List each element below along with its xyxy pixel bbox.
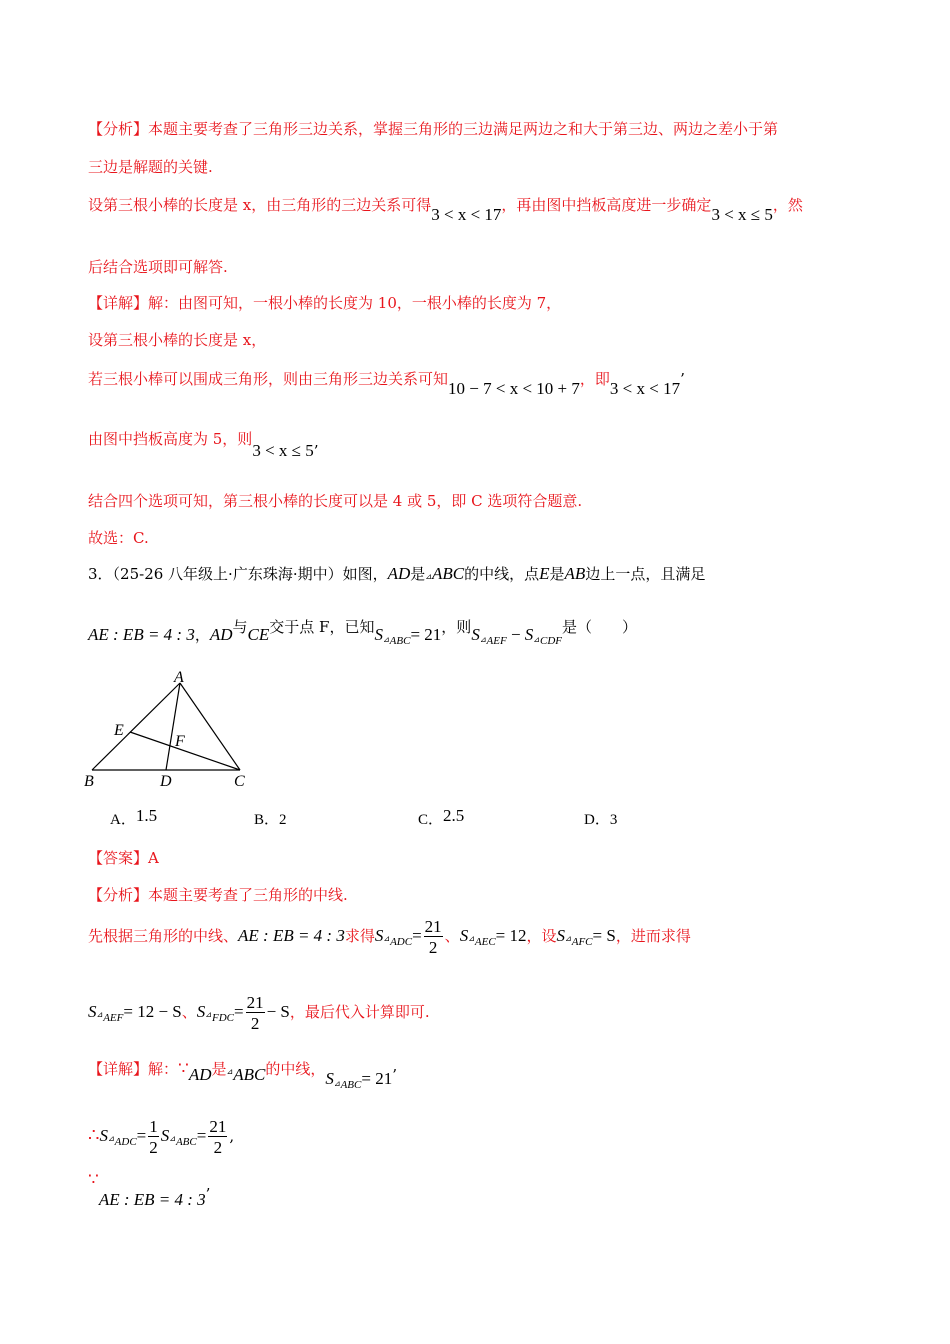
label-b: B — [84, 773, 94, 790]
option-b[interactable]: B．2 — [254, 812, 287, 828]
label-c: C — [234, 773, 245, 790]
segment-ac — [180, 683, 240, 770]
analysis-2-line-1: 【分析】本题主要考查了三角形的中线. — [88, 886, 348, 904]
fraction-1-2: $\frac{1}{2}$ — [149, 1117, 158, 1157]
inequality-3: 10 − 7 < x < 10 + 7 — [448, 379, 580, 398]
segment-ab — [92, 683, 180, 770]
analysis-line-4: 后结合选项即可解答. — [88, 258, 228, 276]
analysis-line-3: 设第三根小棒的长度是 x，由三角形的三边关系可得3 < x < 17，再由图中挡板高度进一步确定3 < x ≤ 5，然 — [88, 196, 803, 224]
label-a: A — [174, 669, 184, 686]
answer-line: 【答案】A — [88, 849, 159, 867]
inequality-2: 3 < x ≤ 5 — [711, 205, 773, 224]
detail-line-3: 若三根小棒可以围成三角形，则由三角形三边关系可知10 − 7 < x < 10 + 7，即3 < x < 17’ — [88, 370, 685, 398]
inequality-1: 3 < x < 17 — [431, 205, 502, 224]
triangle-symbol: ⊿ — [425, 572, 432, 581]
option-a[interactable]: A．1.5 — [110, 806, 158, 828]
question-3-line-1: 3．（25-26 八年级上·广东珠海·期中）如图，AD是⊿ABC的中线，点E是AB边上一点，且满足 — [88, 564, 706, 583]
segment-ad — [166, 683, 180, 770]
analysis-line-2: 三边是解题的关键. — [88, 158, 213, 176]
because-symbol: ∵ — [178, 1059, 189, 1079]
fraction-21-2: $\frac{21}{2}$ — [424, 917, 442, 957]
detail-line-1: 【详解】解：由图可知，一根小棒的长度为 10，一根小棒的长度为 7， — [88, 294, 562, 312]
segment-ce — [130, 732, 240, 770]
analysis-2-line-3: $S⊿_{AEF}= 12 - S$、$S⊿_{FDC}=$ $\frac{21}{2}$ − S，最后代入计算即可. — [88, 993, 430, 1033]
detail-2-line-1: 【详解】解：∵AD是⊿ABC的中线，$S_{⊿ABC}= 21$’ — [88, 1059, 397, 1091]
triangle-figure — [80, 668, 260, 793]
analysis-line-1: 【分析】本题主要考查了三角形三边关系，掌握三角形的三边满足两边之和大于第三边、两边之差小于第 — [88, 120, 779, 138]
answer-tag: 【答案】 — [88, 849, 149, 867]
detail-line-4: 由图中挡板高度为 5，则3 < x ≤ 5’ — [88, 430, 319, 460]
detail-2-line-3: ∵AE : EB = 4 : 3’ — [88, 1170, 211, 1209]
question-3-line-2: AE : EB = 4 : 3，AD与CE交于点 F，已知$S_{⊿ABC}= 21$，则$S_{⊿AEF} - S_{⊿CDF}$是（ ） — [88, 618, 637, 647]
therefore-symbol: ∴ — [88, 1125, 100, 1146]
fraction-21-2: $\frac{21}{2}$ — [209, 1117, 227, 1157]
detail-line-5: 结合四个选项可知，第三根小棒的长度可以是 4 或 5，即 C 选项符合题意. — [88, 492, 583, 510]
detail-line-2: 设第三根小棒的长度是 x， — [88, 331, 267, 349]
detail-tag: 【详解】 — [88, 1060, 149, 1078]
question-number: 3． — [88, 565, 113, 583]
label-f: F — [175, 733, 185, 750]
option-c[interactable]: C．2.5 — [418, 806, 465, 828]
label-e: E — [114, 722, 124, 739]
inequality-4: 3 < x < 17 — [609, 379, 681, 398]
label-d: D — [160, 773, 172, 790]
analysis-tag: 【分析】 — [88, 120, 149, 138]
because-symbol: ∵ — [88, 1170, 99, 1190]
detail-line-6: 故选：C. — [88, 529, 149, 547]
detail-2-line-2: $\therefore S⊿_{ADC}=$ $\frac{1}{2}$ $S⊿_{ABC}=$ $\frac{21}{2}$ , — [88, 1117, 235, 1157]
option-d[interactable]: D．3 — [584, 812, 618, 828]
detail-tag: 【详解】 — [88, 294, 149, 312]
inequality-5: 3 < x ≤ 5 — [252, 441, 314, 460]
fraction-21-2: $\frac{21}{2}$ — [246, 993, 264, 1033]
analysis-2-line-2: 先根据三角形的中线、AE : EB = 4 : 3求得$S⊿_{ADC}=$ $\frac{21}{2}$ 、$S⊿_{AEC}= 12$，设$S⊿_{AFC}= S$，进而求得 — [88, 917, 691, 957]
analysis-tag: 【分析】 — [88, 886, 149, 904]
